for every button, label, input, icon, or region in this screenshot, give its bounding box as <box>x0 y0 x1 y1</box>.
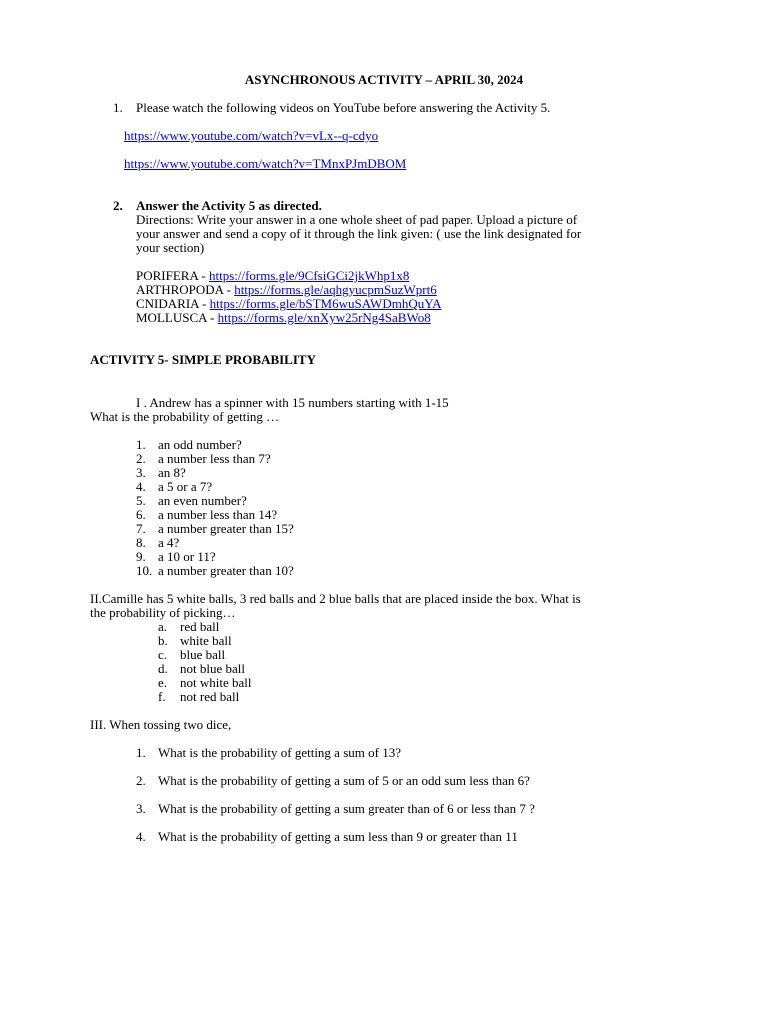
section-arthropoda <box>136 283 437 297</box>
part3-intro: III. When tossing two dice, <box>90 717 232 732</box>
item-text: an odd number? <box>158 437 242 452</box>
section-porifera <box>136 269 409 283</box>
part1-item-9 <box>136 550 216 564</box>
part2-item-a <box>158 620 219 634</box>
part2-item-d <box>158 662 245 676</box>
item-number: 10. <box>136 563 153 578</box>
item-text: What is the probability of getting a sum of 13? <box>158 745 401 760</box>
section-mollusca <box>136 311 431 325</box>
part3-item-1 <box>136 746 401 760</box>
item-letter: c. <box>158 647 168 662</box>
item-text: a number greater than 15? <box>158 521 294 536</box>
item-letter: d. <box>158 661 168 676</box>
item-letter: f. <box>158 689 166 704</box>
item-text: What is the probability of getting a sum of 5 or an odd sum less than 6? <box>158 773 530 788</box>
part1-item-1 <box>136 438 242 452</box>
step1-text: Please watch the following videos on YouTube before answering the Activity 5. <box>136 100 551 115</box>
item-number: 7. <box>136 521 146 536</box>
section-name: CNIDARIA - <box>136 296 210 311</box>
part1-intro-line1: I . Andrew has a spinner with 15 numbers starting with 1-15 <box>136 395 449 410</box>
item-number: 2. <box>136 773 146 788</box>
step2-heading: Answer the Activity 5 as directed. <box>136 198 322 213</box>
item-number: 9. <box>136 549 146 564</box>
part2-item-e <box>158 676 252 690</box>
item-text: What is the probability of getting a sum less than 9 or greater than 11 <box>158 829 518 844</box>
item-text: an 8? <box>158 465 186 480</box>
part1-item-2 <box>136 452 271 466</box>
part1-item-10 <box>136 564 294 578</box>
step2-number: 2. <box>113 198 123 213</box>
part1-intro-line2: What is the probability of getting … <box>90 409 280 424</box>
item-letter: b. <box>158 633 168 648</box>
item-number: 1. <box>136 745 146 760</box>
youtube-link-2[interactable]: https://www.youtube.com/watch?v=TMnxPJmDBOM <box>124 156 407 171</box>
item-letter: e. <box>158 675 168 690</box>
item-text: blue ball <box>180 647 226 662</box>
item-number: 3. <box>136 465 146 480</box>
part3-item-3 <box>136 802 535 816</box>
item-number: 5. <box>136 493 146 508</box>
item-number: 6. <box>136 507 146 522</box>
arthropoda-form-link[interactable]: https://forms.gle/aqhgyucpmSuzWprt6 <box>234 282 437 297</box>
item-text: not white ball <box>180 675 252 690</box>
activity-title: ACTIVITY 5- SIMPLE PROBABILITY <box>90 352 316 367</box>
directions-line-3: your section) <box>136 240 205 255</box>
section-name: PORIFERA - <box>136 268 209 283</box>
item-text: What is the probability of getting a sum greater than of 6 or less than 7 ? <box>158 801 535 816</box>
part1-item-4 <box>136 480 212 494</box>
page-title: ASYNCHRONOUS ACTIVITY – APRIL 30, 2024 <box>244 72 524 87</box>
part1-item-6 <box>136 508 277 522</box>
porifera-form-link[interactable]: https://forms.gle/9CfsiGCi2jkWhp1x8 <box>208 268 410 283</box>
item-text: a 5 or a 7? <box>158 479 213 494</box>
cnidaria-form-link[interactable]: https://forms.gle/bSTM6wuSAWDmhQuYA <box>209 296 442 311</box>
item-text: a 4? <box>158 535 180 550</box>
item-text: a number less than 7? <box>158 451 271 466</box>
part1-item-8 <box>136 536 179 550</box>
youtube-link-1[interactable]: https://www.youtube.com/watch?v=vLx--q-cdyo <box>124 128 379 143</box>
part3-item-2 <box>136 774 530 788</box>
item-number: 3. <box>136 801 146 816</box>
item-number: 4. <box>136 829 146 844</box>
part3-item-4 <box>136 830 518 844</box>
item-text: white ball <box>180 633 232 648</box>
item-number: 8. <box>136 535 146 550</box>
part2-item-c <box>158 648 225 662</box>
item-text: a number greater than 10? <box>158 563 294 578</box>
item-text: an even number? <box>158 493 247 508</box>
part2-item-f <box>158 690 239 704</box>
mollusca-form-link[interactable]: https://forms.gle/xnXyw25rNg4SaBWo8 <box>217 310 431 325</box>
section-cnidaria <box>136 297 442 311</box>
item-text: red ball <box>180 619 220 634</box>
part2-intro-line2: the probability of picking… <box>90 605 236 620</box>
section-name: MOLLUSCA - <box>136 310 218 325</box>
item-text: not red ball <box>180 689 240 704</box>
item-number: 1. <box>136 437 146 452</box>
item-number: 4. <box>136 479 146 494</box>
part1-item-5 <box>136 494 247 508</box>
item-letter: a. <box>158 619 168 634</box>
item-number: 2. <box>136 451 146 466</box>
item-text: a 10 or 11? <box>158 549 216 564</box>
section-name: ARTHROPODA - <box>136 282 235 297</box>
part1-item-7 <box>136 522 294 536</box>
part2-intro-line1: II.Camille has 5 white balls, 3 red balls and 2 blue balls that are placed inside the box. What is <box>90 591 581 606</box>
directions-line-2: your answer and send a copy of it through the link given: ( use the link designated for <box>136 226 582 241</box>
directions-line-1: Directions: Write your answer in a one whole sheet of pad paper. Upload a picture of <box>136 212 578 227</box>
part1-item-3 <box>136 466 186 480</box>
item-text: a number less than 14? <box>158 507 278 522</box>
part2-item-b <box>158 634 232 648</box>
item-text: not blue ball <box>180 661 245 676</box>
step1-number: 1. <box>113 100 123 115</box>
